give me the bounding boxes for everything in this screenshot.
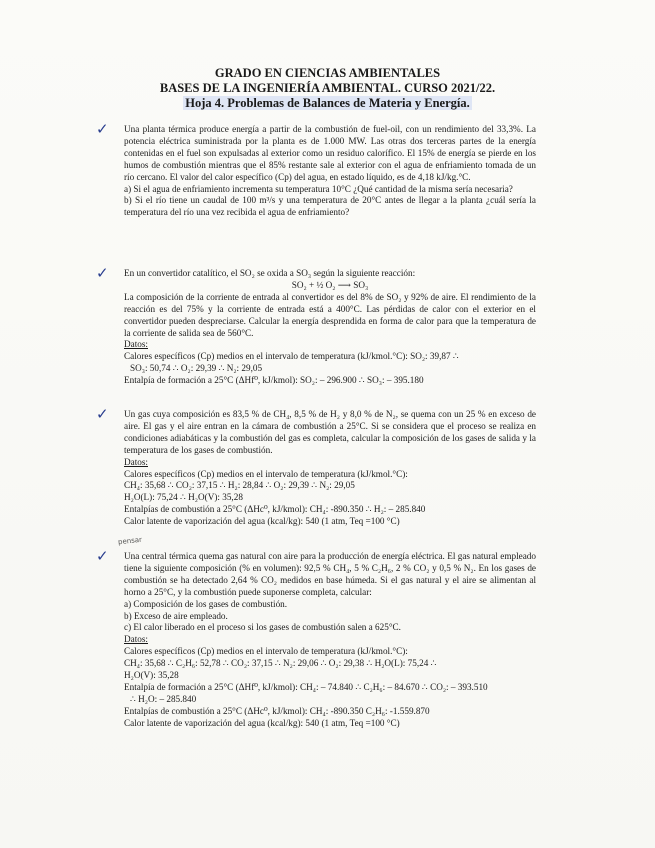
problem-1-statement: Una planta térmica produce energía a partir de la combustión de fuel-oil, con un rendimiento del 33,3%. La potencia eléctrica suministrada por la planta es de 1.000 MW. Las otras dos terceras partes de la energía contenidas en el fuel son expulsadas al exterior como un residuo calorífico. El 15% de energía se pierde en los humos de combustión mientras que el 85% restante sale al exterior con el agua de enfriamiento tomada de un río cercano. El valor del calor específico (Cp) del agua, en estado líquido, es de 4,18 kJ/kg.°C. [124,124,536,182]
problem-4-part-a: a) Composición de los gases de combustión. [124,598,288,609]
problem-3-cp-water: H₂O(L): 75,24 ∴ H₂O(V): 35,28 [124,492,243,503]
check-mark-icon: ✓ [96,120,109,138]
problem-3-cp: Calores específicos (Cp) medios en el intervalo de temperatura (kJ/kmol.°C): [124,468,408,479]
problem-4-cp-water: H₂O(V): 35,28 [124,670,179,681]
header-sheet-title: Hoja 4. Problemas de Balances de Materia y Energía. [185,96,470,110]
problem-1-part-a: a) Si el agua de enfriamiento incrementa su temperatura 10°C ¿Qué cantidad de la misma sería necesaria? [124,183,513,194]
problem-3 [124,409,536,528]
check-mark-icon: ✓ [96,547,109,565]
problem-3-combustion-enthalpy: Entalpías de combustión a 25°C (ΔHc⁰, kJ/kmol): CH₄: -890.350 ∴ H₂: – 285.840 [124,504,426,515]
problem-2-reaction: SO₂ + ½ O₂ ⟶ SO₃ [291,279,369,290]
problem-3-cp-values: CH₄: 35,68 ∴ CO₂: 37,15 ∴ H₂: 28,84 ∴ O₂: 29,39 ∴ N₂: 29,05 [124,480,355,491]
check-mark-icon: ✓ [96,405,109,423]
problem-1-part-b: b) Si el río tiene un caudal de 100 m³/s y una temperatura de 20°C antes de llegar a la planta ¿cuál sería la temperatura del río una vez recibida el agua de enfriamiento? [124,195,536,218]
problem-2-data-heading: Datos: [124,339,148,350]
problem-4-statement: Una central térmica quema gas natural con aire para la producción de energía eléctrica. El gas natural empleado tiene la siguiente composición (% en volumen): 92,5 % CH₄, 5 % C₂H₆, 2 % CO₂ y 0,5 % N₂. En los gases de combustión se ha detectado 2,64 % CO₂ medidos en base húmeda. Si el gas natural y el aire se alimentan al horno a 25°C, y la combustión puede suponerse completa, calcular: [124,551,536,597]
header-course: BASES DE LA INGENIERÍA AMBIENTAL. CURSO 2021/22. [159,81,496,95]
problem-4-cp-values: CH₄: 35,68 ∴ C₂H₆: 52,78 ∴ CO₂: 37,15 ∴ N₂: 29,06 ∴ O₂: 29,38 ∴ H₂O(L): 75,24 ∴ [124,658,437,669]
problem-2-statement: La composición de la corriente de entrada al convertidor es del 8% de SO₂ y 92% de aire. El rendimiento de la reacción es del 75% y la corriente de entrada está a 400°C. Las pérdidas de calor con el exterior en el convertidor pueden despreciarse. Calcular la energía desprendida en forma de calor para que la temperatura de la corriente de salida sea de 560°C. [124,291,536,338]
check-mark-icon: ✓ [96,264,109,282]
problem-3-statement: Un gas cuya composición es 83,5 % de CH₄, 8,5 % de H₂ y 8,0 % de N₂, se quema con un 25 % en exceso de aire. El gas y el aire entran en la cámara de combustión a 25°C. Si se considera que el proceso se realiza en condiciones adiabáticas y la combustión del gas es completa, calcular la composición de los gases de salida y la temperatura de los gases de combustión. [124,409,536,455]
problem-2-intro: En un convertidor catalítico, el SO₂ se oxida a SO₃ según la siguiente reacción: [124,268,416,278]
problem-2 [124,268,536,387]
problem-1 [124,124,536,219]
problem-4-formation-enthalpy: Entalpía de formación a 25°C (ΔHf⁰, kJ/kmol): CH₄: – 74.840 ∴ C₂H₆: – 84.670 ∴ CO₂: – 393.510 [124,681,488,692]
problem-4-combustion-enthalpy: Entalpías de combustión a 25°C (ΔHc⁰, kJ/kmol): CH₄: -890.350 C₂H₆: -1.559.870 [124,705,430,716]
problem-2-cp-cont: SO₃: 50,74 ∴ O₂: 29,39 ∴ N₂: 29,05 [130,363,263,374]
problem-3-latent-heat: Calor latente de vaporización del agua (kcal/kg): 540 (1 atm, Teq =100 °C) [124,516,400,527]
problem-4-part-c: c) El calor liberado en el proceso si los gases de combustión salen a 625°C. [124,622,401,633]
problem-4-data-heading: Datos: [124,634,148,645]
problem-4 [124,551,536,730]
header-sheet [0,96,655,111]
problem-2-enthalpy: Entalpía de formación a 25°C (ΔHf⁰, kJ/kmol): SO₂: – 296.900 ∴ SO₃: – 395.180 [124,375,424,386]
problem-4-cp: Calores específicos (Cp) medios en el intervalo de temperatura (kJ/kmol.°C): [124,646,408,657]
problem-3-data-heading: Datos: [124,456,148,467]
handwritten-note: pensar [117,535,143,547]
problem-4-formation-enthalpy-cont: ∴ H₂O: – 285.840 [130,693,197,704]
problem-4-latent-heat: Calor latente de vaporización del agua (kcal/kg): 540 (1 atm, Teq =100 °C) [124,717,400,728]
problem-4-part-b: b) Exceso de aire empleado. [124,610,228,621]
header-degree: GRADO EN CIENCIAS AMBIENTALES [214,66,441,80]
problem-2-cp: Calores específicos (Cp) medios en el intervalo de temperatura (kJ/kmol.°C): SO₂: 39,87 ∴ [124,351,459,362]
